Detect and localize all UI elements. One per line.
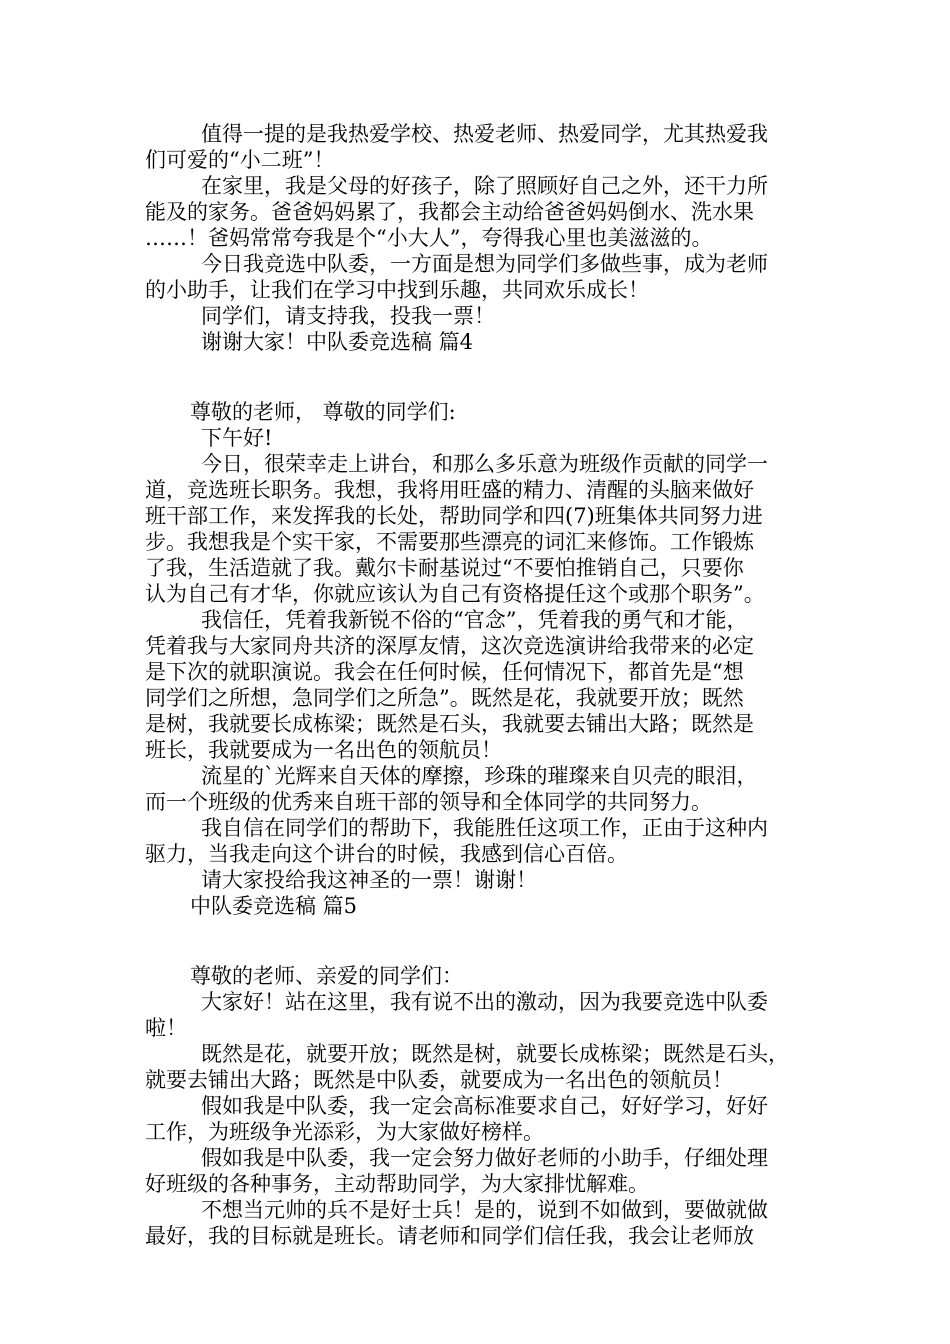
text-line: 流星的`光辉来自天体的摩擦，珍珠的璀璨来自贝壳的眼泪， [201, 764, 758, 788]
text-line: 同学们之所想，急同学们之所急”。既然是花，我就要开放；既然 [145, 686, 744, 710]
text-line: 我自信在同学们的帮助下，我能胜任这项工作，正由于这种内 [201, 816, 768, 840]
text-line: 能及的家务。爸爸妈妈累了，我都会主动给爸爸妈妈倒水、洗水果 [145, 200, 754, 224]
text-line: 既然是花，就要开放；既然是树，就要长成栋梁；既然是石头， [201, 1042, 789, 1066]
text-line: 今日，很荣幸走上讲台，和那么多乐意为班级作贡献的同学一 [201, 452, 768, 476]
text-line: 我信任，凭着我新锐不俗的“官念”，凭着我的勇气和才能， [201, 608, 748, 632]
text-line: 下午好! [201, 426, 273, 450]
text-line: 在家里，我是父母的好孩子，除了照顾好自己之外，还干力所 [201, 174, 768, 198]
text-line: 就要去铺出大路；既然是中队委，就要成为一名出色的领航员！ [145, 1068, 733, 1092]
text-line: 班干部工作，来发挥我的长处，帮助同学和四(7)班集体共同努力进 [145, 504, 763, 528]
text-line: 值得一提的是我热爱学校、热爱老师、热爱同学，尤其热爱我 [201, 122, 768, 146]
text-line: 驱力，当我走向这个讲台的时候，我感到信心百倍。 [145, 842, 628, 866]
text-line: ……！爸妈常常夸我是个“小大人”，夸得我心里也美滋滋的。 [145, 226, 713, 250]
text-line: 道，竞选班长职务。我想，我将用旺盛的精力、清醒的头脑来做好 [145, 478, 754, 502]
text-line: 认为自己有才华，你就应该认为自己有资格提任这个或那个职务”。 [145, 582, 765, 606]
text-line: 们可爱的“小二班”！ [145, 148, 335, 172]
text-line: 假如我是中队委，我一定会高标准要求自己，好好学习，好好 [201, 1094, 768, 1118]
text-line: 啦！ [145, 1016, 187, 1040]
text-line: 步。我想我是个实干家，不需要那些漂亮的词汇来修饰。工作锻炼 [145, 530, 754, 554]
text-line: 的小助手，让我们在学习中找到乐趣，共同欢乐成长！ [145, 278, 649, 302]
section-heading: 谢谢大家！中队委竞选稿 篇4 [201, 330, 474, 354]
text-line: 班长，我就要成为一名出色的领航员！ [145, 738, 502, 762]
text-line: 今日我竞选中队委，一方面是想为同学们多做些事，成为老师 [201, 252, 768, 276]
text-line: 工作，为班级争光添彩，为大家做好榜样。 [145, 1120, 544, 1144]
text-line: 假如我是中队委，我一定会努力做好老师的小助手，仔细处理 [201, 1146, 768, 1170]
text-line: 同学们，请支持我，投我一票！ [201, 304, 495, 328]
text-line: 最好，我的目标就是班长。请老师和同学们信任我，我会让老师放 [145, 1224, 754, 1248]
text-line: 了我，生活造就了我。戴尔卡耐基说过“不要怕推销自己，只要你 [145, 556, 744, 580]
section-heading: 中队委竞选稿 篇5 [190, 894, 358, 918]
text-line: 不想当元帅的兵不是好士兵！是的，说到不如做到，要做就做 [201, 1198, 768, 1222]
salutation: 尊敬的老师、亲爱的同学们： [190, 964, 463, 988]
text-line: 是下次的就职演说。我会在任何时候，任何情况下，都首先是“想 [145, 660, 744, 684]
text-line: 凭着我与大家同舟共济的深厚友情，这次竞选演讲给我带来的必定 [145, 634, 754, 658]
text-line: 是树，我就要长成栋梁；既然是石头，我就要去铺出大路；既然是 [145, 712, 754, 736]
salutation: 尊敬的老师， 尊敬的同学们: [190, 400, 456, 424]
text-line: 请大家投给我这神圣的一票！谢谢！ [201, 868, 537, 892]
text-line: 而一个班级的优秀来自班干部的领导和全体同学的共同努力。 [145, 790, 712, 814]
text-line: 大家好！站在这里，我有说不出的激动，因为我要竞选中队委 [201, 990, 768, 1014]
text-line: 好班级的各种事务，主动帮助同学，为大家排忧解难。 [145, 1172, 649, 1196]
